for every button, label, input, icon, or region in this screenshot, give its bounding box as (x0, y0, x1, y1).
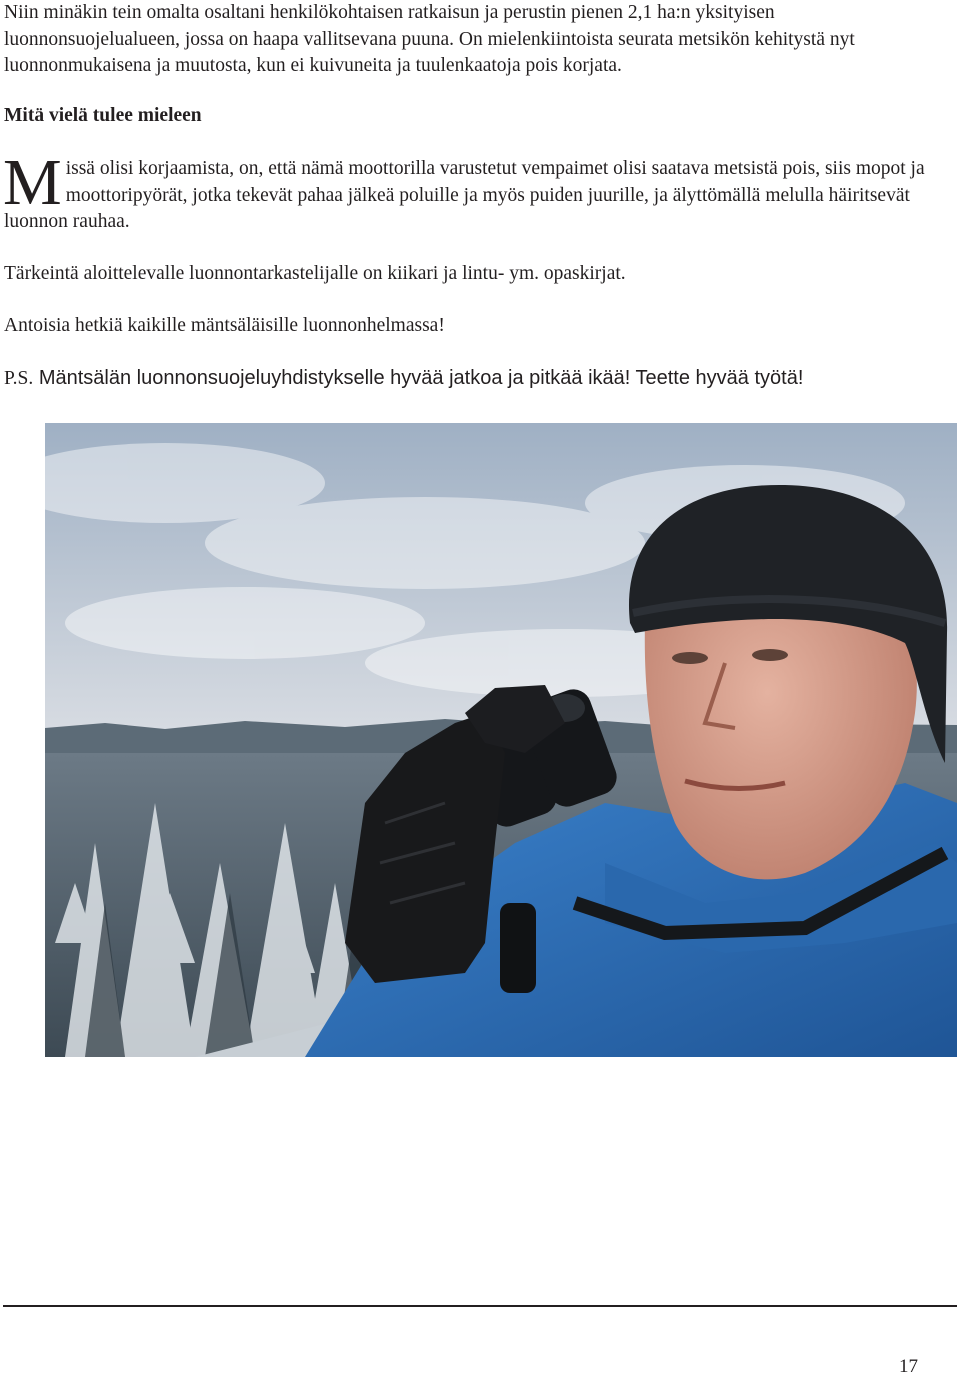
photo-illustration (45, 423, 957, 1057)
left-eye (672, 652, 708, 664)
postscript-paragraph (4, 365, 944, 393)
right-eye (752, 649, 788, 661)
greeting-paragraph: Antoisia hetkiä kaikille mäntsäläisille luonnonhelmassa! (4, 315, 445, 336)
dropcap-paragraph (3, 146, 944, 236)
intro-paragraph: Niin minäkin tein omalta osaltani henkilökohtaisen ratkaisun ja perustin pienen 2,1 ha:n yksityisen luonnonsuojelualueen, jossa on haapa vallitsevana puuna. On mielenkiintoista seurata metsikön kehitystä nyt luonnonmukaisena ja muutosta, kun ei kuivuneita ja tuulenkaatoja pois korjata. (4, 2, 855, 76)
page-number: 17 (899, 1356, 918, 1377)
tip-paragraph: Tärkeintä aloittelevalle luonnontarkastelijalle on kiikari ja lintu- ym. opaskirjat. (4, 263, 626, 284)
photo-birdwatcher-with-binoculars (45, 423, 957, 1057)
section-heading: Mitä vielä tulee mieleen (4, 105, 202, 126)
footer-rule (3, 1305, 957, 1307)
dropcap-paragraph-text: issä olisi korjaamista, on, että nämä moottorilla varustetut vempaimet olisi saatava metsistä pois, siis mopot ja moottoripyörät, jotka tekevät pahaa jälkeä poluille ja myös puiden juurille, ja älyttömällä melulla häiritsevät luonnon rauhaa. (4, 158, 925, 232)
postscript-prefix: P.S. (4, 368, 34, 389)
postscript-text: Mäntsälän luonnonsuojeluyhdistykselle hyvää jatkoa ja pitkää ikää! Teette hyvää työtä! (33, 367, 804, 389)
drop-cap-letter: M (3, 146, 62, 219)
